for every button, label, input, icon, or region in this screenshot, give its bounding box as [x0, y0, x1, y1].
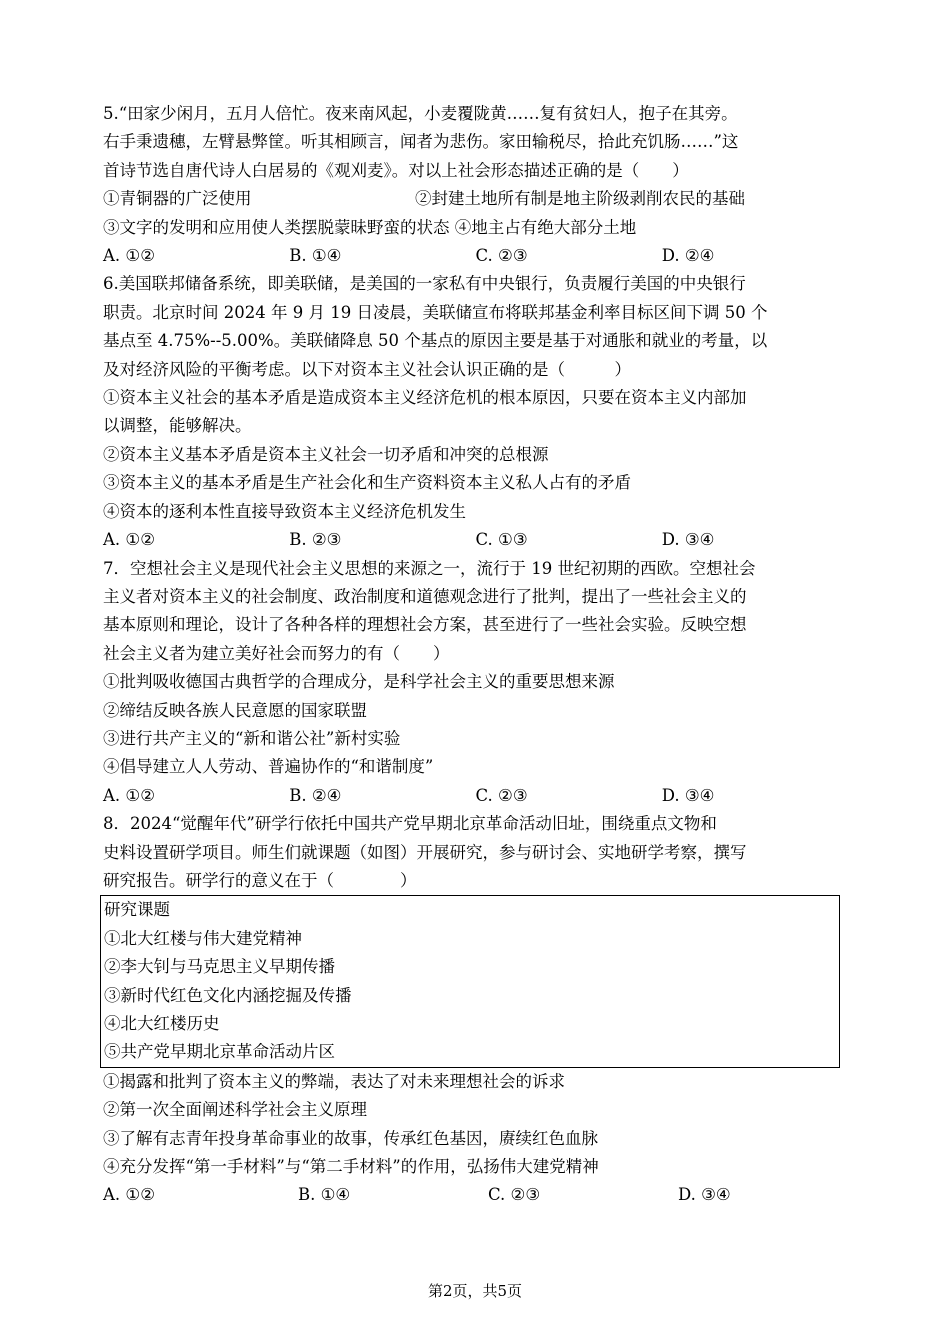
question-stem-line: 基本原则和理论，设计了各种各样的理想社会方案，甚至进行了一些社会实验。反映空想: [103, 615, 747, 635]
statement-item: ②封建土地所有制是地主阶级剥削农民的基础: [415, 189, 745, 209]
question-stem-line: 8．2024“觉醒年代”研学行依托中国共产党早期北京革命活动旧址，围绕重点文物和: [103, 814, 717, 834]
statement-item: ④倡导建立人人劳动、普遍协作的“和谐制度”: [103, 757, 434, 777]
question-stem-line: 5.“田家少闲月，五月人倍忙。夜来南风起，小麦覆陇黄……复有贫妇人，抱子在其旁。: [103, 104, 738, 123]
question-stem-line: 职责。北京时间 2024 年 9 月 19 日凌晨，美联储宣布将联邦基金利率目标区间下调 50 个: [103, 302, 768, 322]
statement-item: ①资本主义社会的基本矛盾是造成资本主义经济危机的根本原因，只要在资本主义内部加: [103, 388, 747, 408]
option-a[interactable]: A. ①②: [103, 1185, 155, 1205]
topic-item: ②李大钊与马克思主义早期传播: [104, 957, 335, 977]
statement-item: ①青铜器的广泛使用: [103, 189, 252, 209]
statement-item: ①揭露和批判了资本主义的弊端，表达了对未来理想社会的诉求: [103, 1071, 565, 1091]
question-stem-line: 6.美国联邦储备系统，即美联储，是美国的一家私有中央银行，负责履行美国的中央银行: [103, 274, 746, 294]
question-stem-line: 研究报告。研学行的意义在于（ ）: [103, 870, 417, 890]
option-c[interactable]: C. ②③: [475, 785, 528, 805]
exam-page: [103, 100, 848, 1210]
statement-item: ①批判吸收德国古典哲学的合理成分，是科学社会主义的重要思想来源: [103, 672, 615, 692]
option-d[interactable]: D. ③④: [678, 1185, 731, 1205]
statement-row: [103, 185, 848, 213]
question-stem-line: 7．空想社会主义是现代社会主义思想的来源之一，流行于 19 世纪初期的西欧。空想社会: [103, 558, 756, 578]
option-b[interactable]: B. ②④: [289, 785, 342, 805]
option-d[interactable]: D. ③④: [661, 530, 715, 550]
statement-item: ③了解有志青年投身革命事业的故事，传承红色基因，赓续红色血脉: [103, 1128, 598, 1148]
question-7: [103, 555, 848, 811]
statement-item: ②第一次全面阐述科学社会主义原理: [103, 1100, 367, 1120]
box-title: 研究课题: [104, 900, 170, 920]
question-stem-line: 社会主义者为建立美好社会而努力的有（ ）: [103, 643, 450, 663]
statement-item: ④资本的逐利本性直接导致资本主义经济危机发生: [103, 501, 466, 521]
topic-item: ④北大红楼历史: [104, 1014, 220, 1033]
answer-options: [103, 782, 848, 810]
option-b[interactable]: B. ②③: [289, 530, 342, 550]
statement-item: ②资本主义基本矛盾是资本主义社会一切矛盾和冲突的总根源: [103, 444, 549, 464]
option-b[interactable]: B. ①④: [289, 246, 342, 266]
option-c[interactable]: C. ②③: [475, 246, 528, 266]
option-a[interactable]: A. ①②: [103, 246, 155, 266]
statement-item: ③资本主义的基本矛盾是生产社会化和生产资料资本主义私人占有的矛盾: [103, 473, 631, 493]
question-stem-line: 右手秉遗穗，左臂悬弊筐。听其相顾言，闻者为悲伤。家田输税尽，拾此充饥肠……”这: [103, 132, 739, 152]
topic-item: ③新时代红色文化内涵挖掘及传播: [104, 985, 352, 1005]
option-d[interactable]: D. ③④: [661, 785, 715, 805]
option-a[interactable]: A. ①②: [103, 785, 155, 805]
answer-options: [103, 1181, 848, 1209]
question-stem-line: 首诗节选自唐代诗人白居易的《观刈麦》。对以上社会形态描述正确的是（ ）: [103, 160, 689, 180]
question-stem-line: 及对经济风险的平衡考虑。以下对资本主义社会认识正确的是（ ）: [103, 359, 631, 379]
option-b[interactable]: B. ①④: [298, 1185, 351, 1205]
statement-item: ④充分发挥“第一手材料”与“第二手材料”的作用，弘扬伟大建党精神: [103, 1157, 599, 1177]
question-6: [103, 270, 848, 554]
question-stem-line: 史料设置研学项目。师生们就课题（如图）开展研究，参与研讨会、实地研学考察，撰写: [103, 842, 747, 862]
answer-options: [103, 242, 848, 270]
statement-item: ③进行共产主义的“新和谐公社”新村实验: [103, 728, 401, 748]
statement-item: ②缔结反映各族人民意愿的国家联盟: [103, 700, 367, 720]
topic-item: ⑤共产党早期北京革命活动片区: [104, 1042, 335, 1062]
question-5: [103, 100, 848, 270]
option-d[interactable]: D. ②④: [661, 246, 715, 266]
option-c[interactable]: C. ①③: [475, 530, 528, 550]
option-a[interactable]: A. ①②: [103, 530, 155, 550]
topic-item: ①北大红楼与伟大建党精神: [104, 928, 302, 948]
statement-item: ③文字的发明和应用使人类摆脱蒙昧野蛮的状态 ④地主占有绝大部分土地: [103, 217, 637, 237]
question-8: [103, 810, 848, 1210]
question-stem-line: 基点至 4.75%--5.00%。美联储降息 50 个基点的原因主要是基于对通胀和就业的考量，以: [103, 331, 768, 351]
statement-item: 以调整，能够解决。: [103, 416, 252, 436]
question-stem-line: 主义者对资本主义的社会制度、政治制度和道德观念进行了批判，提出了一些社会主义的: [103, 586, 747, 606]
research-topics-box: [100, 895, 840, 1067]
answer-options: [103, 526, 848, 554]
option-c[interactable]: C. ②③: [488, 1185, 541, 1205]
page-footer: 第2页，共5页: [427, 1282, 523, 1300]
